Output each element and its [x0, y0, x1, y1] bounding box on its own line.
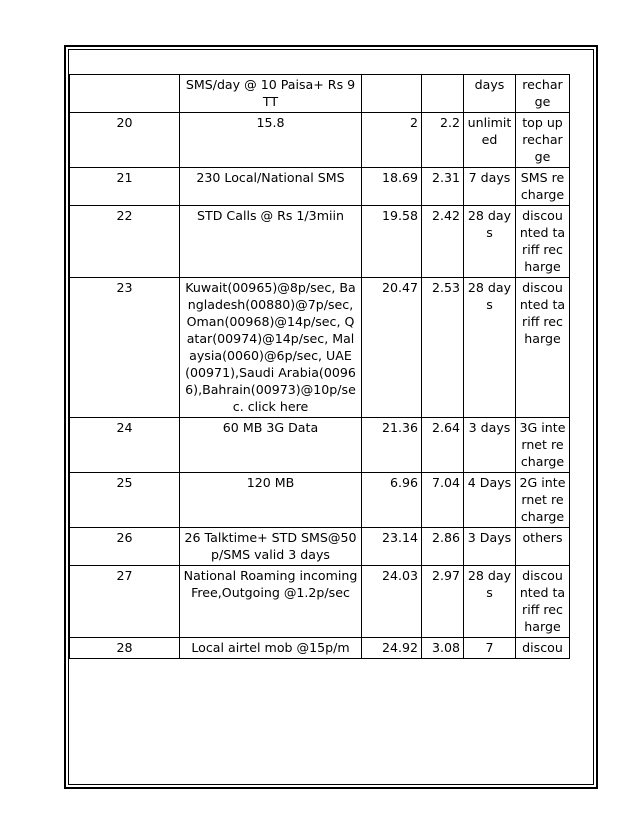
table-row: [70, 206, 570, 278]
plan-price: [362, 75, 422, 113]
plan-validity: 7: [464, 638, 516, 659]
plan-number: 26: [70, 528, 180, 566]
plan-value: 2.64: [422, 418, 464, 473]
plan-number: 28: [70, 638, 180, 659]
plan-validity: 3 days: [464, 418, 516, 473]
plan-description: 26 Talktime+ STD SMS@50p/SMS valid 3 days: [180, 528, 362, 566]
plan-type: discou: [516, 638, 570, 659]
plan-validity: 28 days: [464, 278, 516, 418]
plan-description: STD Calls @ Rs 1/3miin: [180, 206, 362, 278]
plan-description: 60 MB 3G Data: [180, 418, 362, 473]
plan-validity: 28 days: [464, 206, 516, 278]
table-row: [70, 168, 570, 206]
table-row: [70, 473, 570, 528]
plan-value: 2.42: [422, 206, 464, 278]
table-row: [70, 113, 570, 168]
plan-price: 19.58: [362, 206, 422, 278]
table-row: [70, 75, 570, 113]
plan-validity: 7 days: [464, 168, 516, 206]
plan-value: 2.53: [422, 278, 464, 418]
plan-number: [70, 75, 180, 113]
plan-price: 20.47: [362, 278, 422, 418]
plan-number: 23: [70, 278, 180, 418]
plan-number: 22: [70, 206, 180, 278]
plan-price: 2: [362, 113, 422, 168]
plan-number: 21: [70, 168, 180, 206]
tariff-table: [69, 74, 570, 659]
plan-description: 120 MB: [180, 473, 362, 528]
plan-price: 21.36: [362, 418, 422, 473]
plan-validity: 4 Days: [464, 473, 516, 528]
table-row: [70, 528, 570, 566]
plan-type: discounted tariff recharge: [516, 566, 570, 638]
plan-type: 3G internet recharge: [516, 418, 570, 473]
table-row: [70, 638, 570, 659]
plan-value: 2.2: [422, 113, 464, 168]
plan-price: 24.92: [362, 638, 422, 659]
plan-number: 25: [70, 473, 180, 528]
plan-price: 18.69: [362, 168, 422, 206]
plan-type: others: [516, 528, 570, 566]
plan-value: 2.31: [422, 168, 464, 206]
plan-description: Kuwait(00965)@8p/sec, Bangladesh(00880)@7p/sec, Oman(00968)@14p/sec, Qatar(00974)@14p/sec, Malaysia(0060)@6p/sec, UAE(00971),Saudi Arabia(00966),Bahrain(00973)@10p/sec. click here: [180, 278, 362, 418]
plan-value: [422, 75, 464, 113]
plan-description: SMS/day @ 10 Paisa+ Rs 9 TT: [180, 75, 362, 113]
plan-type: 2G internet recharge: [516, 473, 570, 528]
plan-value: 2.97: [422, 566, 464, 638]
plan-number: 20: [70, 113, 180, 168]
table-row: [70, 418, 570, 473]
plan-price: 23.14: [362, 528, 422, 566]
plan-value: 7.04: [422, 473, 464, 528]
plan-description: Local airtel mob @15p/m: [180, 638, 362, 659]
plan-validity: days: [464, 75, 516, 113]
plan-value: 2.86: [422, 528, 464, 566]
plan-validity: 3 Days: [464, 528, 516, 566]
table-row: [70, 278, 570, 418]
plan-type: discounted tariff recharge: [516, 278, 570, 418]
plan-number: 27: [70, 566, 180, 638]
plan-price: 6.96: [362, 473, 422, 528]
plan-type: discounted tariff recharge: [516, 206, 570, 278]
plan-validity: unlimited: [464, 113, 516, 168]
plan-number: 24: [70, 418, 180, 473]
plan-value: 3.08: [422, 638, 464, 659]
plan-type: recharge: [516, 75, 570, 113]
table-row: [70, 566, 570, 638]
plan-type: top up recharge: [516, 113, 570, 168]
plan-price: 24.03: [362, 566, 422, 638]
plan-validity: 28 days: [464, 566, 516, 638]
plan-description: National Roaming incoming Free,Outgoing @1.2p/sec: [180, 566, 362, 638]
plan-type: SMS recharge: [516, 168, 570, 206]
plan-description: 15.8: [180, 113, 362, 168]
plan-description: 230 Local/National SMS: [180, 168, 362, 206]
